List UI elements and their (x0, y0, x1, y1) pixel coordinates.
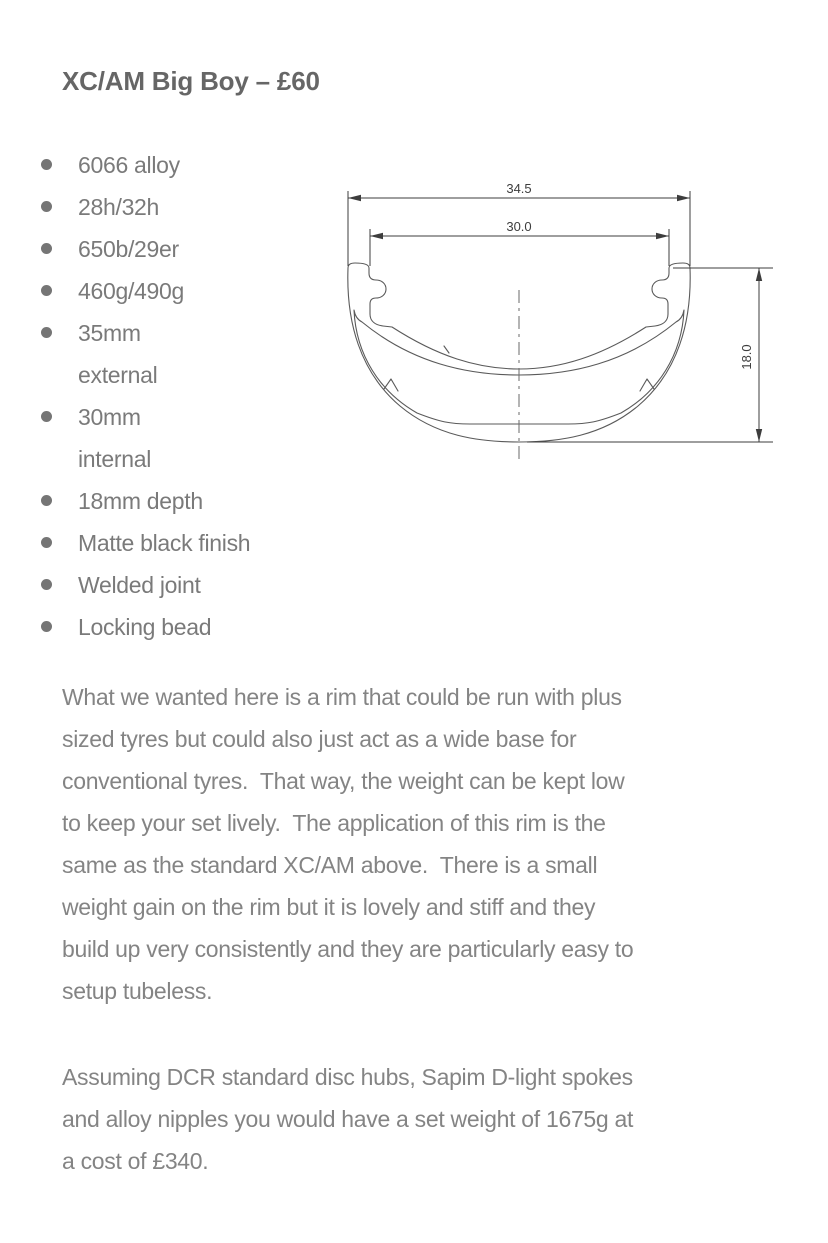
spec-list (0, 144, 320, 648)
dim-label-internal-width: 30.0 (506, 219, 532, 234)
arrow-right-icon (677, 195, 690, 201)
spec-item-weights: 460g/490g (0, 270, 320, 312)
spec-item-depth: 18mm depth (0, 480, 320, 522)
spec-item-internal-width: 30mm internal (0, 396, 320, 480)
spec-item-finish: Matte black finish (0, 522, 320, 564)
spec-item-alloy: 6066 alloy (0, 144, 320, 186)
dimension-internal-width (370, 219, 669, 266)
spec-item-bead: Locking bead (0, 606, 320, 648)
rim-cross-section-diagram (332, 170, 790, 466)
spec-item-joint: Welded joint (0, 564, 320, 606)
bed-tick-mark (444, 346, 449, 353)
dim-label-outer-width: 34.5 (506, 181, 532, 196)
spec-item-sizes: 650b/29er (0, 228, 320, 270)
spec-item-holes: 28h/32h (0, 186, 320, 228)
arrow-right-icon (656, 233, 669, 239)
page-title: XC/AM Big Boy – £60 (62, 66, 320, 96)
arrow-up-icon (756, 268, 762, 281)
product-section (0, 64, 828, 1243)
spec-item-external-width: 35mm external (0, 312, 320, 396)
build-price-paragraph: Assuming DCR standard disc hubs, Sapim D-light spokes and alloy nipples you would have a set weight of 1675g at a cost of £340. (62, 1064, 634, 1174)
dim-label-depth: 18.0 (739, 344, 754, 370)
description-paragraph: What we wanted here is a rim that could be run with plus sized tyres but could also just act as a wide base for conventional tyres. That way, the weight can be kept low to keep your set lively. The application of this rim is the same as the standard XC/AM above. There is a small weight gain on the rim but it is lovely and stiff and they build up very consistently and they are particularly easy to setup tubeless. (62, 684, 634, 1004)
spec-area (0, 144, 828, 648)
dimension-depth (527, 268, 773, 442)
arrow-down-icon (756, 429, 762, 442)
arrow-left-icon (348, 195, 361, 201)
arrow-left-icon (370, 233, 383, 239)
